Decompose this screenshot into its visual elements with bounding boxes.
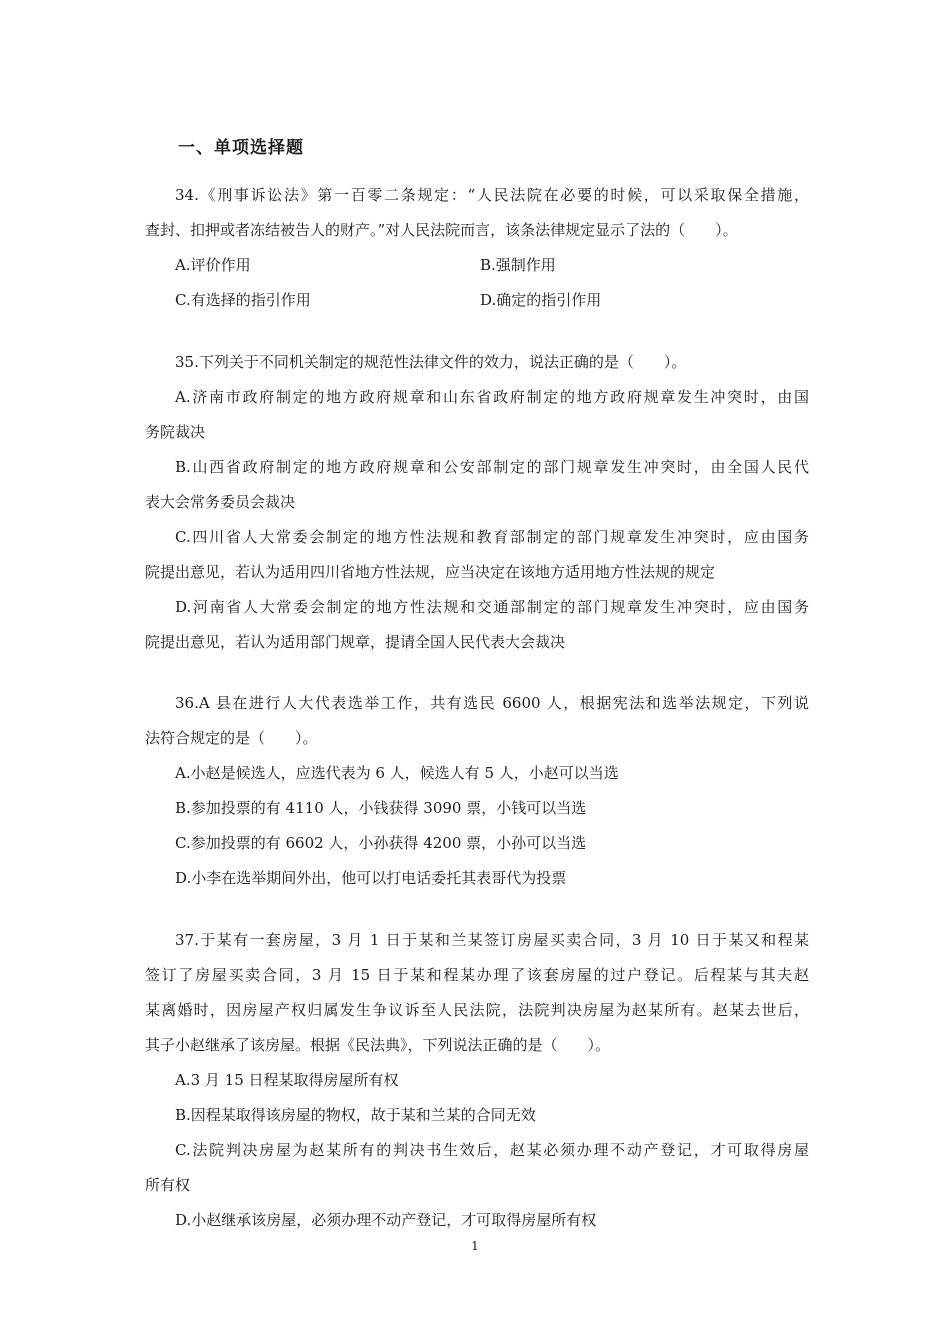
question-35-option-b-line-2: 表大会常务委员会裁决 <box>145 493 296 511</box>
question-37-option-d: D.小赵继承该房屋，必须办理不动产登记，才可取得房屋所有权 <box>175 1211 597 1229</box>
question-35-option-d-line-2: 院提出意见，若认为适用部门规章，提请全国人民代表大会裁决 <box>145 633 566 651</box>
question-35-option-d-line-1: D.河南省人大常委会制定的地方性法规和交通部制定的部门规章发生冲突时，应由国务 <box>175 598 809 616</box>
question-36-line-1: 36.A 县在进行人大代表选举工作，共有选民 6600 人，根据宪法和选举法规定，下列说 <box>175 694 809 712</box>
question-34-option-a: A.评价作用 <box>175 256 251 274</box>
question-35-option-b-line-1: B.山西省政府制定的地方政府规章和公安部制定的部门规章发生冲突时，由全国人民代 <box>175 458 809 476</box>
question-34-option-d: D.确定的指引作用 <box>480 291 602 309</box>
question-35-option-c-line-2: 院提出意见，若认为适用四川省地方性法规，应当决定在该地方适用地方性法规的规定 <box>145 563 716 581</box>
question-36-option-d: D.小李在选举期间外出，他可以打电话委托其表哥代为投票 <box>175 869 567 887</box>
question-36-option-a: A.小赵是候选人，应选代表为 6 人，候选人有 5 人，小赵可以当选 <box>175 764 619 782</box>
question-37-option-a: A.3 月 15 日程某取得房屋所有权 <box>175 1071 399 1089</box>
question-37-line-2: 签订了房屋买卖合同，3 月 15 日于某和程某办理了该套房屋的过户登记。后程某与其夫赵 <box>145 966 809 984</box>
question-36-option-c: C.参加投票的有 6602 人，小孙获得 4200 票，小孙可以当选 <box>175 834 587 852</box>
question-36-option-b: B.参加投票的有 4110 人，小钱获得 3090 票，小钱可以当选 <box>175 799 587 817</box>
question-37-option-c-line-2: 所有权 <box>145 1176 191 1194</box>
question-34-line-1: 34.《刑事诉讼法》第一百零二条规定：“人民法院在必要的时候，可以采取保全措施， <box>175 186 809 204</box>
question-35-stem: 35.下列关于不同机关制定的规范性法律文件的效力，说法正确的是（ ）。 <box>175 353 687 371</box>
question-37-option-c-line-1: C.法院判决房屋为赵某所有的判决书生效后，赵某必须办理不动产登记，才可取得房屋 <box>175 1141 809 1159</box>
question-36-line-2: 法符合规定的是（ ）。 <box>145 729 318 747</box>
question-35-option-a-line-2: 务院裁决 <box>145 423 206 441</box>
question-34-option-c: C.有选择的指引作用 <box>175 291 311 309</box>
question-37-line-3: 某离婚时，因房屋产权归属发生争议诉至人民法院，法院判决房屋为赵某所有。赵某去世后， <box>145 1001 809 1019</box>
question-35-option-a-line-1: A.济南市政府制定的地方政府规章和山东省政府制定的地方政府规章发生冲突时，由国 <box>175 388 809 406</box>
question-34-line-2: 查封、扣押或者冻结被告人的财产。”对人民法院而言，该条法律规定显示了法的（ ）。 <box>145 221 738 239</box>
question-37-option-b: B.因程某取得该房屋的物权，故于某和兰某的合同无效 <box>175 1106 536 1124</box>
question-37-line-4: 其子小赵继承了该房屋。根据《民法典》，下列说法正确的是（ ）。 <box>145 1036 611 1054</box>
section-title: 一、单项选择题 <box>178 138 304 158</box>
page-number: 1 <box>471 1239 479 1253</box>
question-34-option-b: B.强制作用 <box>480 256 556 274</box>
question-37-line-1: 37.于某有一套房屋，3 月 1 日于某和兰某签订房屋买卖合同，3 月 10 日于某又和程某 <box>175 931 809 949</box>
question-35-option-c-line-1: C.四川省人大常委会制定的地方性法规和教育部制定的部门规章发生冲突时，应由国务 <box>175 528 809 546</box>
